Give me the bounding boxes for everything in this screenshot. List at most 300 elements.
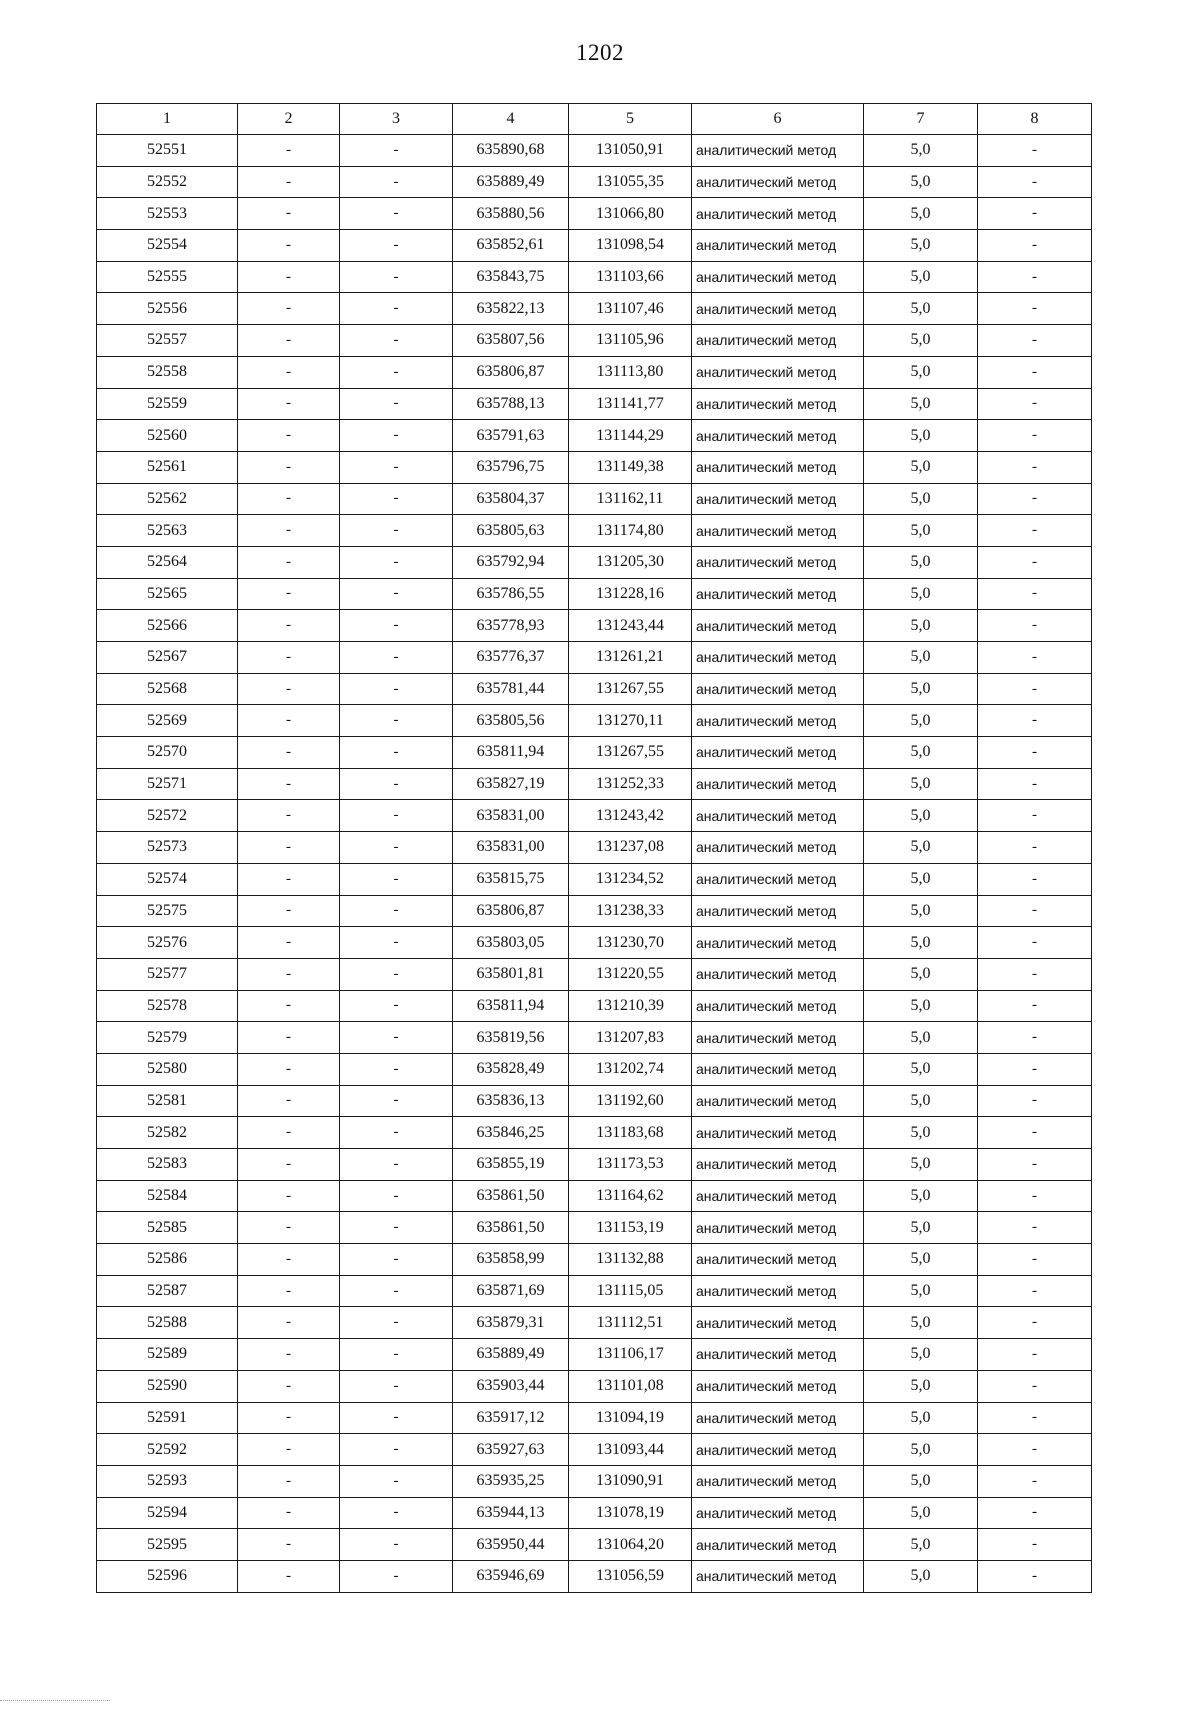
point-number-cell: 52557: [97, 325, 238, 357]
table-row: [97, 578, 1092, 610]
point-number-cell: 52587: [97, 1275, 238, 1307]
col2-cell: -: [238, 388, 340, 420]
accuracy-cell: 5,0: [864, 1212, 978, 1244]
accuracy-cell: 5,0: [864, 673, 978, 705]
table-row: [97, 1022, 1092, 1054]
table-row: [97, 832, 1092, 864]
col8-cell: -: [978, 578, 1092, 610]
accuracy-cell: 5,0: [864, 230, 978, 262]
accuracy-cell: 5,0: [864, 1434, 978, 1466]
accuracy-cell: 5,0: [864, 737, 978, 769]
col2-cell: -: [238, 451, 340, 483]
col2-cell: -: [238, 1180, 340, 1212]
table-row: [97, 1085, 1092, 1117]
table-row: [97, 166, 1092, 198]
table-row: [97, 451, 1092, 483]
table-row: [97, 293, 1092, 325]
method-cell: аналитический метод: [692, 1085, 864, 1117]
col8-cell: -: [978, 990, 1092, 1022]
col3-cell: -: [340, 1560, 453, 1592]
col3-cell: -: [340, 737, 453, 769]
accuracy-cell: 5,0: [864, 166, 978, 198]
y-coordinate-cell: 131183,68: [569, 1117, 692, 1149]
y-coordinate-cell: 131164,62: [569, 1180, 692, 1212]
x-coordinate-cell: 635889,49: [453, 166, 569, 198]
coordinates-table: [96, 103, 1092, 1593]
col2-cell: -: [238, 958, 340, 990]
col3-cell: -: [340, 1149, 453, 1181]
col8-cell: -: [978, 1022, 1092, 1054]
col3-cell: -: [340, 1085, 453, 1117]
method-cell: аналитический метод: [692, 388, 864, 420]
col8-cell: -: [978, 198, 1092, 230]
col2-cell: -: [238, 832, 340, 864]
x-coordinate-cell: 635803,05: [453, 927, 569, 959]
accuracy-cell: 5,0: [864, 1149, 978, 1181]
col3-cell: -: [340, 1370, 453, 1402]
x-coordinate-cell: 635871,69: [453, 1275, 569, 1307]
method-cell: аналитический метод: [692, 1434, 864, 1466]
point-number-cell: 52555: [97, 261, 238, 293]
point-number-cell: 52589: [97, 1339, 238, 1371]
method-cell: аналитический метод: [692, 610, 864, 642]
method-cell: аналитический метод: [692, 451, 864, 483]
table-row: [97, 1149, 1092, 1181]
col2-cell: -: [238, 1244, 340, 1276]
point-number-cell: 52592: [97, 1434, 238, 1466]
method-cell: аналитический метод: [692, 927, 864, 959]
col2-cell: -: [238, 166, 340, 198]
col3-cell: -: [340, 1307, 453, 1339]
column-header: 6: [692, 104, 864, 135]
y-coordinate-cell: 131050,91: [569, 135, 692, 167]
table-body: [97, 135, 1092, 1593]
col8-cell: -: [978, 705, 1092, 737]
x-coordinate-cell: 635944,13: [453, 1497, 569, 1529]
x-coordinate-cell: 635855,19: [453, 1149, 569, 1181]
col2-cell: -: [238, 1465, 340, 1497]
col2-cell: -: [238, 1085, 340, 1117]
method-cell: аналитический метод: [692, 1180, 864, 1212]
table-row: [97, 800, 1092, 832]
method-cell: аналитический метод: [692, 863, 864, 895]
scan-artifact: [0, 1700, 110, 1701]
col3-cell: -: [340, 863, 453, 895]
method-cell: аналитический метод: [692, 166, 864, 198]
x-coordinate-cell: 635831,00: [453, 800, 569, 832]
col3-cell: -: [340, 420, 453, 452]
y-coordinate-cell: 131267,55: [569, 737, 692, 769]
x-coordinate-cell: 635807,56: [453, 325, 569, 357]
col8-cell: -: [978, 1370, 1092, 1402]
table-row: [97, 895, 1092, 927]
col3-cell: -: [340, 515, 453, 547]
point-number-cell: 52580: [97, 1053, 238, 1085]
x-coordinate-cell: 635805,63: [453, 515, 569, 547]
column-header: 3: [340, 104, 453, 135]
table-row: [97, 261, 1092, 293]
accuracy-cell: 5,0: [864, 610, 978, 642]
point-number-cell: 52563: [97, 515, 238, 547]
col2-cell: -: [238, 1307, 340, 1339]
table-row: [97, 1212, 1092, 1244]
y-coordinate-cell: 131106,17: [569, 1339, 692, 1371]
accuracy-cell: 5,0: [864, 832, 978, 864]
method-cell: аналитический метод: [692, 515, 864, 547]
method-cell: аналитический метод: [692, 1117, 864, 1149]
point-number-cell: 52560: [97, 420, 238, 452]
method-cell: аналитический метод: [692, 832, 864, 864]
point-number-cell: 52576: [97, 927, 238, 959]
x-coordinate-cell: 635843,75: [453, 261, 569, 293]
col8-cell: -: [978, 800, 1092, 832]
point-number-cell: 52572: [97, 800, 238, 832]
accuracy-cell: 5,0: [864, 1529, 978, 1561]
method-cell: аналитический метод: [692, 1339, 864, 1371]
accuracy-cell: 5,0: [864, 958, 978, 990]
col8-cell: -: [978, 388, 1092, 420]
col3-cell: -: [340, 832, 453, 864]
method-cell: аналитический метод: [692, 198, 864, 230]
col3-cell: -: [340, 261, 453, 293]
point-number-cell: 52554: [97, 230, 238, 262]
point-number-cell: 52595: [97, 1529, 238, 1561]
y-coordinate-cell: 131252,33: [569, 768, 692, 800]
col2-cell: -: [238, 1022, 340, 1054]
point-number-cell: 52596: [97, 1560, 238, 1592]
point-number-cell: 52586: [97, 1244, 238, 1276]
col3-cell: -: [340, 1339, 453, 1371]
method-cell: аналитический метод: [692, 1149, 864, 1181]
x-coordinate-cell: 635788,13: [453, 388, 569, 420]
accuracy-cell: 5,0: [864, 1497, 978, 1529]
col3-cell: -: [340, 1117, 453, 1149]
accuracy-cell: 5,0: [864, 1244, 978, 1276]
accuracy-cell: 5,0: [864, 800, 978, 832]
accuracy-cell: 5,0: [864, 895, 978, 927]
method-cell: аналитический метод: [692, 578, 864, 610]
y-coordinate-cell: 131243,42: [569, 800, 692, 832]
point-number-cell: 52559: [97, 388, 238, 420]
x-coordinate-cell: 635836,13: [453, 1085, 569, 1117]
col2-cell: -: [238, 546, 340, 578]
point-number-cell: 52552: [97, 166, 238, 198]
col3-cell: -: [340, 1180, 453, 1212]
y-coordinate-cell: 131149,38: [569, 451, 692, 483]
y-coordinate-cell: 131101,08: [569, 1370, 692, 1402]
y-coordinate-cell: 131210,39: [569, 990, 692, 1022]
table-row: [97, 863, 1092, 895]
col2-cell: -: [238, 673, 340, 705]
point-number-cell: 52594: [97, 1497, 238, 1529]
x-coordinate-cell: 635935,25: [453, 1465, 569, 1497]
x-coordinate-cell: 635822,13: [453, 293, 569, 325]
point-number-cell: 52590: [97, 1370, 238, 1402]
table-row: [97, 705, 1092, 737]
col3-cell: -: [340, 135, 453, 167]
method-cell: аналитический метод: [692, 325, 864, 357]
point-number-cell: 52553: [97, 198, 238, 230]
point-number-cell: 52577: [97, 958, 238, 990]
table-row: [97, 1434, 1092, 1466]
accuracy-cell: 5,0: [864, 1370, 978, 1402]
x-coordinate-cell: 635806,87: [453, 356, 569, 388]
method-cell: аналитический метод: [692, 546, 864, 578]
table-row: [97, 1053, 1092, 1085]
point-number-cell: 52558: [97, 356, 238, 388]
table-row: [97, 546, 1092, 578]
col3-cell: -: [340, 958, 453, 990]
accuracy-cell: 5,0: [864, 1085, 978, 1117]
accuracy-cell: 5,0: [864, 325, 978, 357]
table-row: [97, 673, 1092, 705]
method-cell: аналитический метод: [692, 737, 864, 769]
method-cell: аналитический метод: [692, 673, 864, 705]
col8-cell: -: [978, 1402, 1092, 1434]
page-number: 1202: [576, 40, 624, 65]
column-header: 1: [97, 104, 238, 135]
col3-cell: -: [340, 483, 453, 515]
column-header: 5: [569, 104, 692, 135]
table-row: [97, 1180, 1092, 1212]
y-coordinate-cell: 131105,96: [569, 325, 692, 357]
method-cell: аналитический метод: [692, 958, 864, 990]
col3-cell: -: [340, 990, 453, 1022]
x-coordinate-cell: 635846,25: [453, 1117, 569, 1149]
accuracy-cell: 5,0: [864, 1560, 978, 1592]
y-coordinate-cell: 131078,19: [569, 1497, 692, 1529]
method-cell: аналитический метод: [692, 483, 864, 515]
table-row: [97, 388, 1092, 420]
point-number-cell: 52578: [97, 990, 238, 1022]
table-row: [97, 135, 1092, 167]
y-coordinate-cell: 131243,44: [569, 610, 692, 642]
col8-cell: -: [978, 515, 1092, 547]
y-coordinate-cell: 131090,91: [569, 1465, 692, 1497]
y-coordinate-cell: 131261,21: [569, 642, 692, 674]
col8-cell: -: [978, 642, 1092, 674]
column-header: 2: [238, 104, 340, 135]
accuracy-cell: 5,0: [864, 261, 978, 293]
method-cell: аналитический метод: [692, 1497, 864, 1529]
method-cell: аналитический метод: [692, 800, 864, 832]
col8-cell: -: [978, 832, 1092, 864]
col8-cell: -: [978, 1275, 1092, 1307]
point-number-cell: 52568: [97, 673, 238, 705]
col2-cell: -: [238, 737, 340, 769]
col3-cell: -: [340, 1497, 453, 1529]
col8-cell: -: [978, 958, 1092, 990]
accuracy-cell: 5,0: [864, 356, 978, 388]
x-coordinate-cell: 635815,75: [453, 863, 569, 895]
x-coordinate-cell: 635805,56: [453, 705, 569, 737]
col2-cell: -: [238, 1434, 340, 1466]
col2-cell: -: [238, 1212, 340, 1244]
col8-cell: -: [978, 261, 1092, 293]
y-coordinate-cell: 131192,60: [569, 1085, 692, 1117]
point-number-cell: 52585: [97, 1212, 238, 1244]
col2-cell: -: [238, 1529, 340, 1561]
col3-cell: -: [340, 1244, 453, 1276]
col2-cell: -: [238, 990, 340, 1022]
y-coordinate-cell: 131207,83: [569, 1022, 692, 1054]
col8-cell: -: [978, 166, 1092, 198]
y-coordinate-cell: 131056,59: [569, 1560, 692, 1592]
x-coordinate-cell: 635827,19: [453, 768, 569, 800]
y-coordinate-cell: 131107,46: [569, 293, 692, 325]
point-number-cell: 52579: [97, 1022, 238, 1054]
col3-cell: -: [340, 1465, 453, 1497]
col8-cell: -: [978, 483, 1092, 515]
x-coordinate-cell: 635879,31: [453, 1307, 569, 1339]
table-row: [97, 198, 1092, 230]
col2-cell: -: [238, 293, 340, 325]
col3-cell: -: [340, 546, 453, 578]
col3-cell: -: [340, 1212, 453, 1244]
y-coordinate-cell: 131230,70: [569, 927, 692, 959]
method-cell: аналитический метод: [692, 895, 864, 927]
y-coordinate-cell: 131132,88: [569, 1244, 692, 1276]
table-row: [97, 768, 1092, 800]
col8-cell: -: [978, 135, 1092, 167]
col8-cell: -: [978, 863, 1092, 895]
y-coordinate-cell: 131220,55: [569, 958, 692, 990]
col8-cell: -: [978, 768, 1092, 800]
accuracy-cell: 5,0: [864, 1117, 978, 1149]
col3-cell: -: [340, 673, 453, 705]
point-number-cell: 52571: [97, 768, 238, 800]
method-cell: аналитический метод: [692, 1244, 864, 1276]
table-row: [97, 1560, 1092, 1592]
col2-cell: -: [238, 1370, 340, 1402]
col3-cell: -: [340, 895, 453, 927]
x-coordinate-cell: 635778,93: [453, 610, 569, 642]
table-row: [97, 230, 1092, 262]
table-row: [97, 1339, 1092, 1371]
y-coordinate-cell: 131237,08: [569, 832, 692, 864]
col2-cell: -: [238, 1149, 340, 1181]
col3-cell: -: [340, 198, 453, 230]
y-coordinate-cell: 131162,11: [569, 483, 692, 515]
col8-cell: -: [978, 1212, 1092, 1244]
y-coordinate-cell: 131234,52: [569, 863, 692, 895]
point-number-cell: 52593: [97, 1465, 238, 1497]
col2-cell: -: [238, 895, 340, 927]
point-number-cell: 52561: [97, 451, 238, 483]
accuracy-cell: 5,0: [864, 420, 978, 452]
y-coordinate-cell: 131153,19: [569, 1212, 692, 1244]
x-coordinate-cell: 635861,50: [453, 1180, 569, 1212]
accuracy-cell: 5,0: [864, 1022, 978, 1054]
x-coordinate-cell: 635917,12: [453, 1402, 569, 1434]
col2-cell: -: [238, 198, 340, 230]
method-cell: аналитический метод: [692, 261, 864, 293]
table-row: [97, 356, 1092, 388]
accuracy-cell: 5,0: [864, 388, 978, 420]
col8-cell: -: [978, 1244, 1092, 1276]
point-number-cell: 52566: [97, 610, 238, 642]
x-coordinate-cell: 635806,87: [453, 895, 569, 927]
col2-cell: -: [238, 578, 340, 610]
point-number-cell: 52570: [97, 737, 238, 769]
table-row: [97, 1497, 1092, 1529]
x-coordinate-cell: 635927,63: [453, 1434, 569, 1466]
col8-cell: -: [978, 1085, 1092, 1117]
x-coordinate-cell: 635811,94: [453, 737, 569, 769]
method-cell: аналитический метод: [692, 1022, 864, 1054]
col3-cell: -: [340, 1434, 453, 1466]
x-coordinate-cell: 635801,81: [453, 958, 569, 990]
y-coordinate-cell: 131238,33: [569, 895, 692, 927]
y-coordinate-cell: 131174,80: [569, 515, 692, 547]
accuracy-cell: 5,0: [864, 1307, 978, 1339]
col2-cell: -: [238, 642, 340, 674]
col3-cell: -: [340, 230, 453, 262]
accuracy-cell: 5,0: [864, 546, 978, 578]
point-number-cell: 52582: [97, 1117, 238, 1149]
col3-cell: -: [340, 388, 453, 420]
accuracy-cell: 5,0: [864, 515, 978, 547]
col8-cell: -: [978, 356, 1092, 388]
accuracy-cell: 5,0: [864, 578, 978, 610]
accuracy-cell: 5,0: [864, 642, 978, 674]
col8-cell: -: [978, 610, 1092, 642]
point-number-cell: 52567: [97, 642, 238, 674]
col3-cell: -: [340, 768, 453, 800]
point-number-cell: 52556: [97, 293, 238, 325]
table-row: [97, 1370, 1092, 1402]
point-number-cell: 52565: [97, 578, 238, 610]
col8-cell: -: [978, 325, 1092, 357]
table-row: [97, 325, 1092, 357]
x-coordinate-cell: 635781,44: [453, 673, 569, 705]
accuracy-cell: 5,0: [864, 1053, 978, 1085]
col8-cell: -: [978, 927, 1092, 959]
col8-cell: -: [978, 1560, 1092, 1592]
col3-cell: -: [340, 1275, 453, 1307]
y-coordinate-cell: 131055,35: [569, 166, 692, 198]
method-cell: аналитический метод: [692, 990, 864, 1022]
col2-cell: -: [238, 420, 340, 452]
accuracy-cell: 5,0: [864, 863, 978, 895]
accuracy-cell: 5,0: [864, 1402, 978, 1434]
col3-cell: -: [340, 1529, 453, 1561]
y-coordinate-cell: 131202,74: [569, 1053, 692, 1085]
table-row: [97, 1275, 1092, 1307]
table-row: [97, 1465, 1092, 1497]
table-row: [97, 1402, 1092, 1434]
col3-cell: -: [340, 578, 453, 610]
y-coordinate-cell: 131098,54: [569, 230, 692, 262]
y-coordinate-cell: 131144,29: [569, 420, 692, 452]
column-header: 4: [453, 104, 569, 135]
table-row: [97, 610, 1092, 642]
method-cell: аналитический метод: [692, 1053, 864, 1085]
col2-cell: -: [238, 610, 340, 642]
table-row: [97, 958, 1092, 990]
y-coordinate-cell: 131103,66: [569, 261, 692, 293]
col2-cell: -: [238, 230, 340, 262]
col2-cell: -: [238, 1053, 340, 1085]
x-coordinate-cell: 635792,94: [453, 546, 569, 578]
point-number-cell: 52581: [97, 1085, 238, 1117]
point-number-cell: 52591: [97, 1402, 238, 1434]
method-cell: аналитический метод: [692, 705, 864, 737]
table-row: [97, 483, 1092, 515]
y-coordinate-cell: 131270,11: [569, 705, 692, 737]
point-number-cell: 52569: [97, 705, 238, 737]
table-row: [97, 1529, 1092, 1561]
